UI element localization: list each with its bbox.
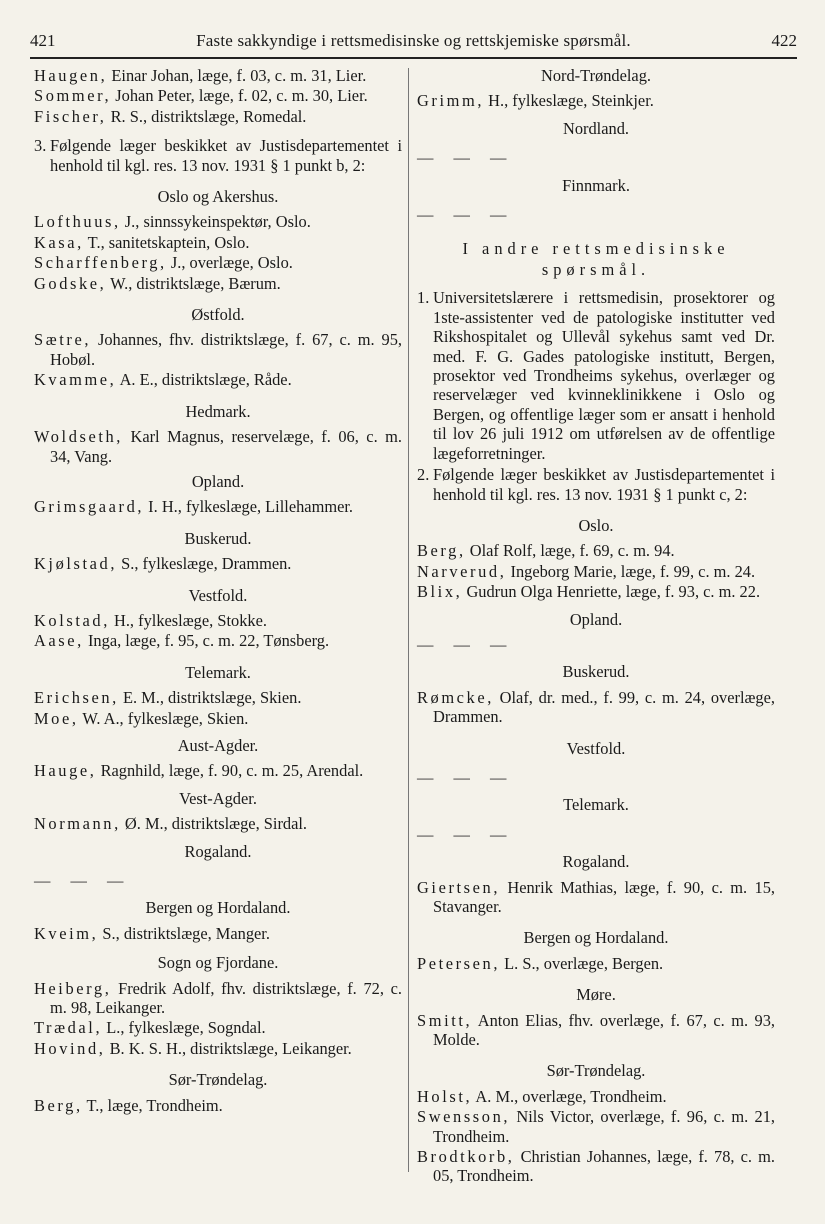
region-heading-bergen-hordaland: Bergen og Hordaland. — [523, 928, 669, 948]
entry-name: Holst, — [417, 1086, 473, 1106]
entry — [417, 1087, 775, 1106]
region-heading-more: Møre. — [576, 985, 616, 1005]
entry-details: Christian Johannes, læge, f. 78, c. m. 05, Trondheim. — [433, 1147, 775, 1186]
entry-name: Grimm, — [417, 91, 485, 111]
entry-details: A. M., overlæge, Trondheim. — [472, 1086, 667, 1106]
entry-details: Olaf Rolf, læge, f. 69, c. m. 94. — [465, 541, 675, 561]
entry — [417, 1107, 775, 1146]
entry-name: Narverud, — [417, 561, 507, 581]
no-entries-dash: — — — — [417, 824, 515, 844]
entry-name: Rømcke, — [417, 687, 494, 707]
entry — [34, 107, 402, 126]
entry-name: Kolstad, — [34, 610, 110, 630]
entry — [417, 582, 775, 601]
entry — [34, 233, 402, 252]
entry-name: Kjølstad, — [34, 554, 118, 574]
entry — [34, 709, 402, 728]
entry-name: Heiberg, — [34, 978, 112, 998]
entry-name: Aase, — [34, 631, 84, 651]
region-heading-bergen-hordaland: Bergen og Hordaland. — [145, 898, 291, 918]
entry-details: Johan Peter, læge, f. 02, c. m. 30, Lier. — [111, 86, 368, 106]
entry-name: Haugen, — [34, 66, 108, 85]
paragraph-3 — [34, 136, 402, 175]
entry — [34, 1039, 402, 1058]
entry — [34, 611, 402, 630]
region-heading-rogaland: Rogaland. — [184, 841, 252, 861]
entry-details: Anton Elias, fhv. overlæge, f. 67, c. m. 93, Molde. — [433, 1010, 775, 1050]
entry-details: I. H., fylkeslæge, Lillehammer. — [144, 497, 354, 517]
entry — [417, 954, 775, 973]
paragraph-number: 2. — [417, 465, 430, 485]
entry — [34, 497, 402, 516]
no-entries-dash: — — — — [417, 205, 515, 225]
no-entries-dash: — — — — [417, 634, 515, 654]
entry — [417, 1147, 775, 1186]
entry-name: Sommer, — [34, 86, 112, 106]
region-heading-finnmark: Finnmark. — [562, 175, 630, 195]
entry-details: Olaf, dr. med., f. 99, c. m. 24, overlæge, Drammen. — [433, 687, 775, 727]
entry-details: L., fylkeslæge, Sogndal. — [102, 1018, 266, 1038]
page-number-left: 421 — [30, 31, 56, 50]
entry — [417, 688, 775, 727]
entry-name: Blix, — [417, 582, 463, 602]
entry — [34, 66, 402, 85]
paragraph-text: Universitetslærere i rettsmedisin, prosektorer og 1ste-assistenter ved de patologiske institutter ved Rikshospitalet og Ullevål sykehus samt ved Dr. med. F. G. Gades patologiske institutt, Bergen, prosektor ved Trondheims sykehus, overlæger og reservelæger ved kvinneklinikkene i Oslo og Bergen, og offentlige læger som er ansatt i henhold til lov 26 juli 1912 om utførelsen av de offentlige lægeforretninger. — [433, 288, 775, 463]
entry-details: T., læge, Trondheim. — [82, 1095, 223, 1115]
paragraph-text: Følgende læger beskikket av Justisdepartementet i henhold til kgl. res. 13 nov. 1931 § 1 punkt c, 2: — [433, 465, 775, 504]
entry-name: Petersen, — [417, 953, 501, 973]
entry-details: Nils Victor, overlæge, f. 96, c. m. 21, Trondheim. — [433, 1107, 775, 1146]
entry — [34, 1018, 402, 1037]
entry — [34, 427, 402, 466]
region-heading-nordland: Nordland. — [562, 118, 629, 138]
region-heading-oslo: Oslo. — [578, 515, 614, 535]
entry — [34, 688, 402, 707]
entry-details: Henrik Mathias, læge, f. 90, c. m. 15, Stavanger. — [433, 877, 775, 916]
entry-name: Godske, — [34, 273, 107, 293]
no-entries-dash: — — — — [417, 148, 515, 168]
entry-details: S., fylkeslæge, Drammen. — [117, 554, 292, 574]
entry-details: J., overlæge, Oslo. — [166, 253, 293, 273]
entry-details: Inga, læge, f. 95, c. m. 22, Tønsberg. — [83, 631, 330, 651]
no-entries-dash: — — — — [34, 871, 132, 890]
entry-name: Smitt, — [417, 1010, 473, 1030]
region-heading-telemark: Telemark. — [185, 662, 251, 682]
paragraph-text: Følgende læger beskikket av Justisdepartementet i henhold til kgl. res. 13 nov. 1931 § 1 punkt b, 2: — [50, 136, 402, 175]
entry-details: R. S., distriktslæge, Romedal. — [106, 106, 307, 126]
entry-name: Woldseth, — [34, 427, 124, 447]
entry-name: Kasa, — [34, 232, 84, 252]
entry — [34, 274, 402, 293]
no-entries-dash: — — — — [417, 767, 515, 787]
entry-name: Fischer, — [34, 106, 107, 126]
region-heading-rogaland: Rogaland. — [562, 852, 630, 872]
entry — [34, 370, 402, 389]
entry-details: H., fylkeslæge, Stokke. — [109, 610, 267, 630]
entry — [34, 86, 402, 105]
entry — [34, 253, 402, 272]
entry — [417, 878, 775, 917]
right-column — [417, 66, 775, 1187]
page-title: Faste sakkyndige i rettsmedisinske og rettskjemiske spørsmål. — [196, 31, 631, 50]
entry-details: E. M., distriktslæge, Skien. — [118, 688, 302, 708]
region-heading-vestfold: Vestfold. — [188, 585, 248, 605]
entry-name: Trædal, — [34, 1018, 103, 1038]
region-heading-hedmark: Hedmark. — [185, 401, 251, 421]
entry-name: Kvamme, — [34, 370, 117, 390]
region-heading-vestfold: Vestfold. — [566, 738, 626, 758]
entry — [34, 631, 402, 650]
region-heading-ostfold: Østfold. — [191, 305, 245, 325]
entry-details: J., sinnssykeinspektør, Oslo. — [120, 212, 311, 232]
entry-details: Johannes, fhv. distriktslæge, f. 67, c. m. 95, Hobøl. — [50, 330, 402, 369]
section-title: I andre rettsmedisinske spørsmål. — [462, 239, 730, 280]
entry-details: H., fylkeslæge, Steinkjer. — [484, 91, 654, 111]
region-heading-vest-agder: Vest-Agder. — [179, 788, 257, 808]
entry-name: Erichsen, — [34, 688, 119, 708]
entry-details: Ø. M., distriktslæge, Sirdal. — [120, 814, 308, 834]
entry-details: T., sanitetskaptein, Oslo. — [83, 232, 250, 252]
entry — [34, 814, 402, 833]
region-heading-aust-agder: Aust-Agder. — [177, 735, 259, 755]
entry-name: Brodtkorb, — [417, 1147, 515, 1167]
region-heading-telemark: Telemark. — [563, 795, 629, 815]
entry-name: Normann, — [34, 814, 121, 834]
entry-name: Berg, — [417, 541, 466, 561]
entry-name: Hovind, — [34, 1038, 106, 1058]
entry — [34, 979, 402, 1018]
entry — [34, 761, 402, 780]
region-heading-sor-trondelag: Sør-Trøndelag. — [168, 1070, 268, 1090]
entry-name: Kveim, — [34, 923, 99, 943]
entry — [417, 562, 775, 581]
left-column — [34, 66, 402, 1116]
header-rule — [30, 57, 797, 59]
paragraph-number: 3. — [34, 136, 47, 156]
page-header — [30, 30, 797, 56]
region-heading-sogn-fjordane: Sogn og Fjordane. — [157, 953, 279, 973]
entry-details: S., distriktslæge, Manger. — [98, 923, 270, 943]
region-heading-oslo-akershus: Oslo og Akershus. — [157, 187, 279, 207]
region-heading-sor-trondelag: Sør-Trøndelag. — [546, 1061, 646, 1081]
entry-name: Berg, — [34, 1095, 83, 1115]
region-heading-opland: Opland. — [569, 609, 623, 629]
paragraph-1 — [417, 288, 775, 463]
region-heading-buskerud: Buskerud. — [184, 528, 252, 548]
region-heading-opland: Opland. — [191, 471, 245, 491]
paragraph-2 — [417, 465, 775, 504]
entry-name: Sætre, — [34, 330, 92, 350]
entry — [417, 91, 775, 110]
entry-details: W., distriktslæge, Bærum. — [106, 273, 281, 293]
entry-name: Swensson, — [417, 1107, 511, 1127]
paragraph-number: 1. — [417, 288, 430, 308]
entries-top — [34, 66, 402, 126]
entry-name: Hauge, — [34, 761, 97, 781]
entry-name: Moe, — [34, 708, 79, 728]
entry — [34, 1096, 402, 1115]
region-heading-nord-trondelag: Nord-Trøndelag. — [540, 66, 652, 85]
page-number-right: 422 — [771, 31, 797, 50]
entry-details: Gudrun Olga Henriette, læge, f. 93, c. m. 22. — [462, 582, 761, 602]
entry — [34, 554, 402, 573]
entry-details: A. E., distriktslæge, Råde. — [116, 370, 292, 390]
entry — [34, 330, 402, 369]
entry — [417, 1011, 775, 1050]
entry-details: Karl Magnus, reservelæge, f. 06, c. m. 34, Vang. — [50, 427, 402, 466]
entry-details: L. S., overlæge, Bergen. — [500, 953, 664, 973]
entry-name: Lofthuus, — [34, 212, 121, 232]
entry-details: W. A., fylkeslæge, Skien. — [78, 708, 249, 728]
entry-name: Scharffenberg, — [34, 253, 167, 273]
entry — [34, 212, 402, 231]
column-divider — [408, 68, 409, 1172]
entry-details: Ingeborg Marie, læge, f. 99, c. m. 24. — [506, 561, 756, 581]
entry-name: Grimsgaard, — [34, 497, 145, 517]
region-heading-buskerud: Buskerud. — [562, 662, 630, 682]
entry-details: Fredrik Adolf, fhv. distriktslæge, f. 72, c. m. 98, Leikanger. — [50, 978, 402, 1018]
entry — [34, 924, 402, 943]
entry-details: Einar Johan, læge, f. 03, c. m. 31, Lier. — [107, 66, 367, 85]
entry — [417, 541, 775, 560]
entry-details: Ragnhild, læge, f. 90, c. m. 25, Arendal. — [96, 761, 364, 781]
entry-name: Giertsen, — [417, 877, 501, 897]
entry-details: B. K. S. H., distriktslæge, Leikanger. — [105, 1038, 352, 1058]
